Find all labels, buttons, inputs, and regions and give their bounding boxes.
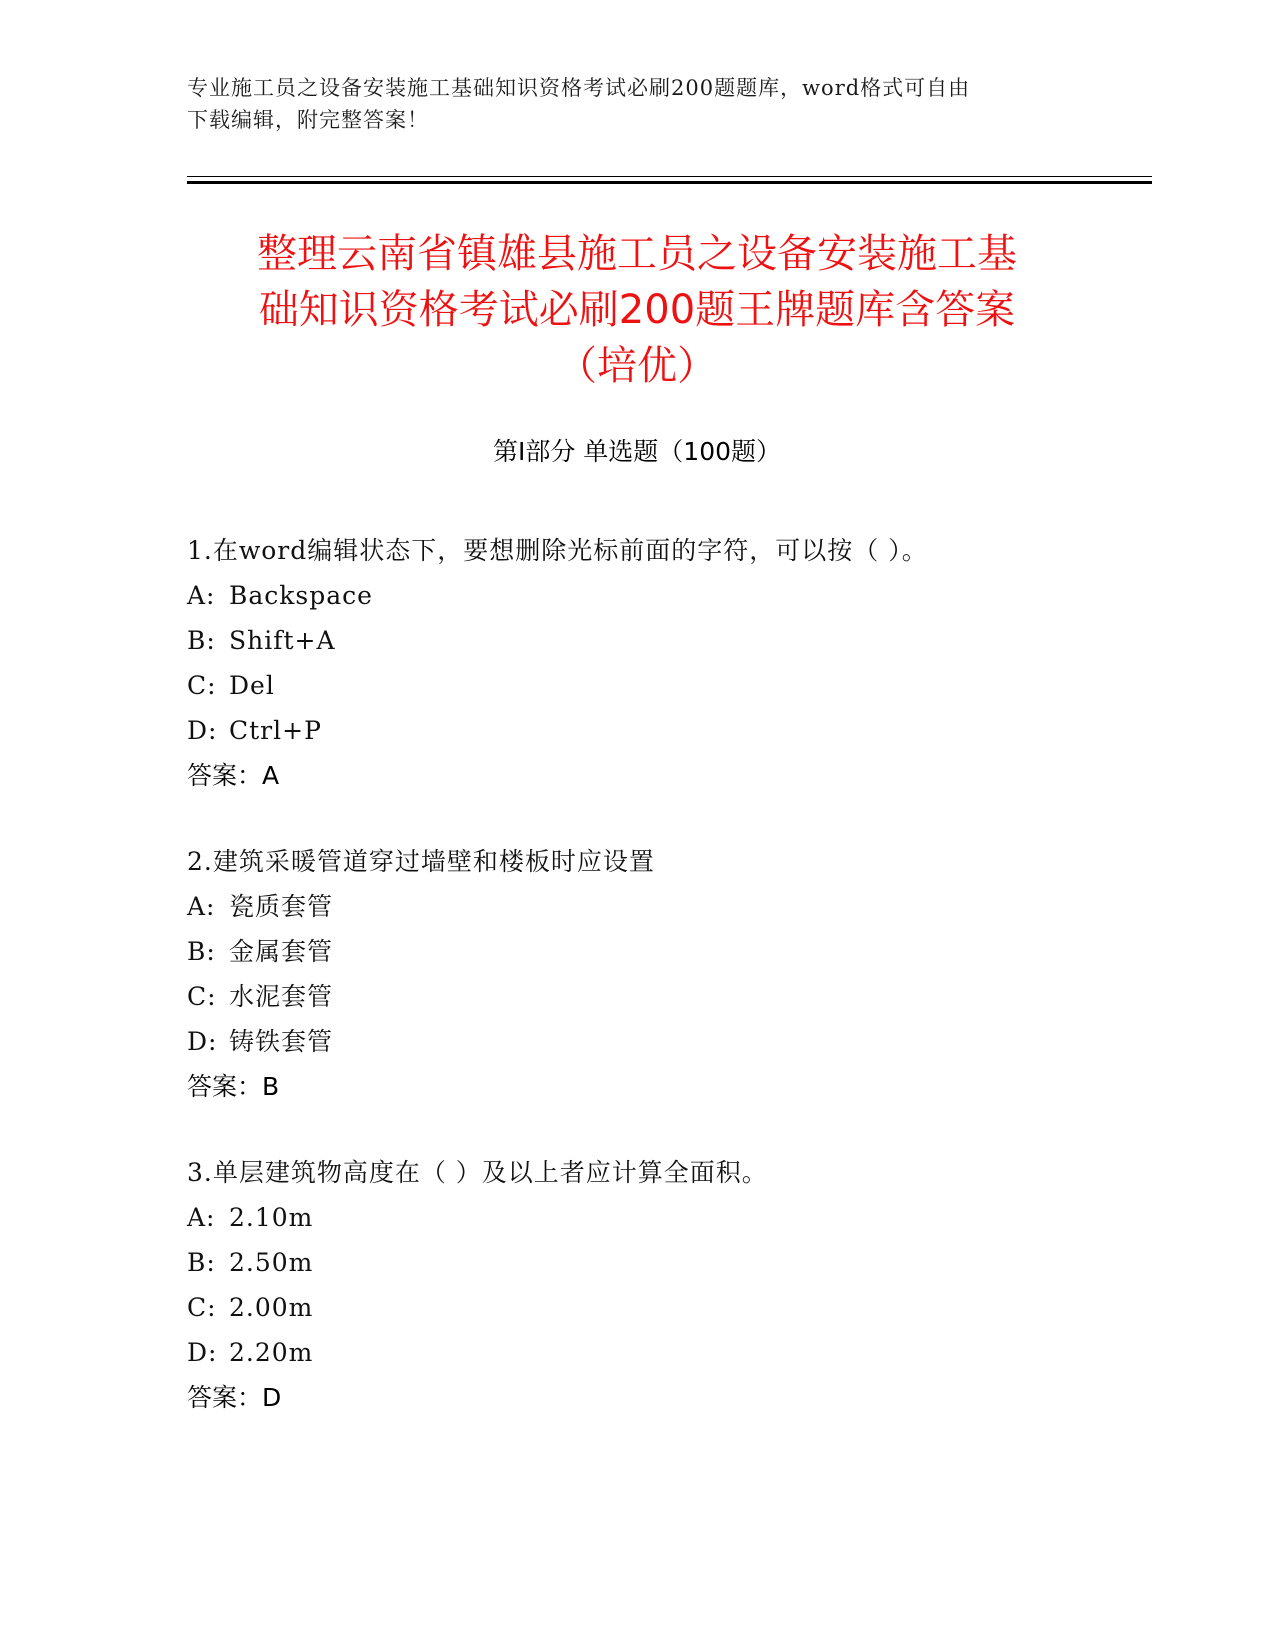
document-title-line1: 整理云南省镇雄县施工员之设备安装施工基: [257, 231, 1017, 277]
option-text: 2.00m: [229, 1293, 314, 1322]
option-text: 2.50m: [229, 1248, 314, 1277]
option-label: B:: [187, 937, 216, 966]
option-text: Del: [229, 671, 275, 700]
option-c: [187, 1285, 1152, 1330]
question-stem: 2.建筑采暖管道穿过墙壁和楼板时应设置: [187, 847, 655, 876]
question-stem: 3.单层建筑物高度在（ ）及以上者应计算全面积。: [187, 1158, 768, 1187]
option-label: B:: [187, 626, 216, 655]
answer-value: B: [262, 1072, 280, 1101]
question-3: [187, 1150, 1152, 1420]
option-d: [187, 1019, 1152, 1064]
option-label: D:: [187, 716, 218, 745]
option-text: 2.10m: [229, 1203, 314, 1232]
answer-value: A: [262, 761, 280, 790]
answer-line: [187, 1064, 1152, 1109]
document-title: [187, 226, 1087, 394]
option-text: 金属套管: [229, 937, 334, 966]
option-c: [187, 974, 1152, 1019]
option-label: B:: [187, 1248, 216, 1277]
question-stem: 1.在word编辑状态下，要想删除光标前面的字符，可以按（ ）。: [187, 536, 928, 565]
question-2: [187, 839, 1152, 1109]
option-d: [187, 708, 1152, 753]
option-label: C:: [187, 982, 217, 1011]
option-b: [187, 1240, 1152, 1285]
document-title-line2: 础知识资格考试必刷200题王牌题库含答案: [258, 287, 1016, 333]
answer-prefix: 答案：: [187, 1072, 263, 1101]
answer-line: [187, 753, 1152, 798]
option-text: 铸铁套管: [229, 1027, 334, 1056]
header-rule-thick: [187, 181, 1152, 184]
header-note-line1: 专业施工员之设备安装施工基础知识资格考试必刷200题题库，word格式可自由: [187, 76, 971, 100]
option-text: Ctrl+P: [229, 716, 322, 745]
section-title: 第Ⅰ部分 单选题（100题）: [492, 437, 782, 466]
header-rule-thin: [187, 176, 1152, 177]
option-b: [187, 929, 1152, 974]
option-text: 2.20m: [229, 1338, 314, 1367]
option-text: 水泥套管: [229, 982, 334, 1011]
option-label: A:: [187, 892, 216, 921]
option-label: C:: [187, 671, 217, 700]
question-list: [187, 528, 1152, 1461]
option-d: [187, 1330, 1152, 1375]
option-label: A:: [187, 581, 216, 610]
option-label: D:: [187, 1027, 218, 1056]
option-c: [187, 663, 1152, 708]
option-text: 瓷质套管: [229, 892, 334, 921]
option-text: Backspace: [229, 581, 373, 610]
header-note-line2: 下载编辑，附完整答案！: [187, 108, 429, 132]
option-a: [187, 884, 1152, 929]
option-label: A:: [187, 1203, 216, 1232]
answer-prefix: 答案：: [187, 1383, 263, 1412]
answer-line: [187, 1375, 1152, 1420]
option-b: [187, 618, 1152, 663]
header-note: [187, 72, 1087, 136]
option-label: C:: [187, 1293, 217, 1322]
answer-prefix: 答案：: [187, 761, 263, 790]
option-a: [187, 573, 1152, 618]
answer-value: D: [262, 1383, 282, 1412]
option-text: Shift+A: [229, 626, 336, 655]
question-1: [187, 528, 1152, 798]
document-title-line3: （培优）: [557, 343, 717, 389]
option-label: D:: [187, 1338, 218, 1367]
option-a: [187, 1195, 1152, 1240]
